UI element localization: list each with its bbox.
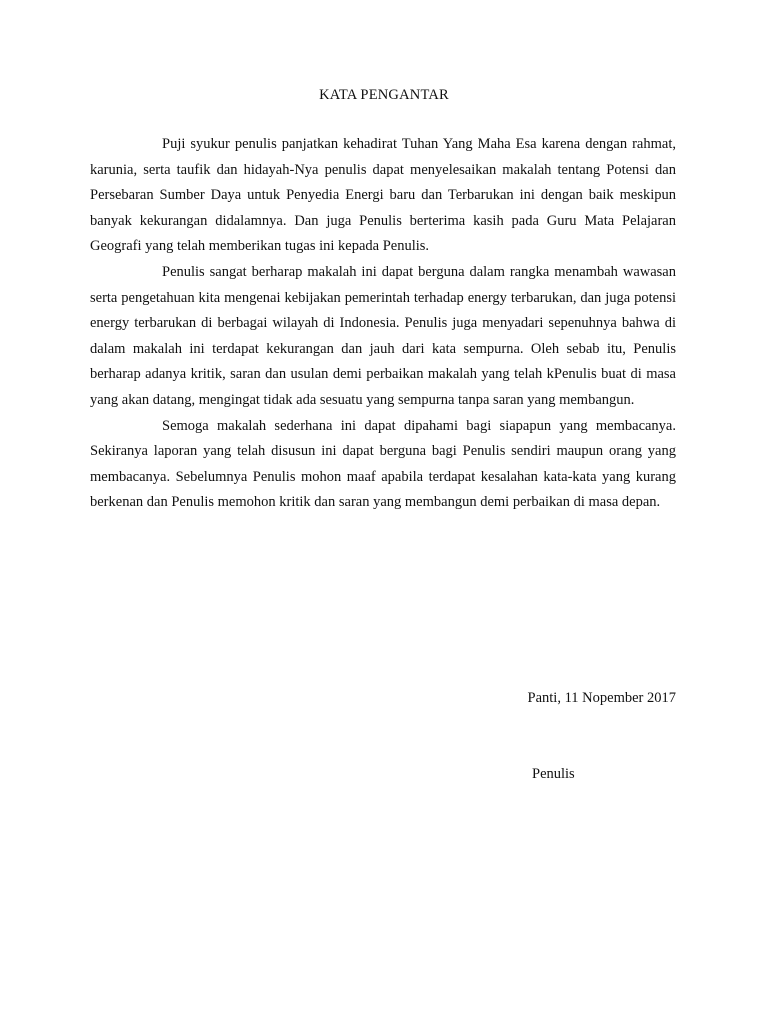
signer-name: Penulis xyxy=(532,766,575,782)
paragraph-2: Penulis sangat berharap makalah ini dapat berguna dalam rangka menambah wawasan serta pengetahuan kita mengenai kebijakan pemerintah terhadap energy terbarukan, dan juga potensi energy terbarukan di berbagai wilayah di Indonesia. Penulis juga menyadari sepenuhnya bahwa di dalam makalah ini terdapat kekurangan dan jauh dari kata sempurna. Oleh sebab itu, Penulis berharap adanya kritik, saran dan usulan demi perbaikan makalah yang telah kPenulis buat di masa yang akan datang, mengingat tidak ada sesuatu yang sempurna tanpa saran yang membangun. xyxy=(90,263,676,408)
document-body xyxy=(90,132,676,516)
paragraph-1: Puji syukur penulis panjatkan kehadirat Tuhan Yang Maha Esa karena dengan rahmat, karunia, serta taufik dan hidayah-Nya penulis dapat menyelesaikan makalah tentang Potensi dan Persebaran Sumber Daya untuk Penyedia Energi baru dan Terbarukan ini dengan baik meskipun banyak kekurangan didalamnya. Dan juga Penulis berterima kasih pada Guru Mata Pelajaran Geografi yang telah memberikan tugas ini kepada Penulis. xyxy=(90,136,676,255)
paragraph-3: Semoga makalah sederhana ini dapat dipahami bagi siapapun yang membacanya. Sekiranya laporan yang telah disusun ini dapat berguna bagi Penulis sendiri maupun orang yang membacanya. Sebelumnya Penulis mohon maaf apabila terdapat kesalahan kata-kata yang kurang berkenan dan Penulis memohon kritik dan saran yang membangun demi perbaikan di masa depan. xyxy=(90,417,676,511)
page-title: KATA PENGANTAR xyxy=(319,87,449,103)
place-date: Panti, 11 Nopember 2017 xyxy=(527,690,676,706)
